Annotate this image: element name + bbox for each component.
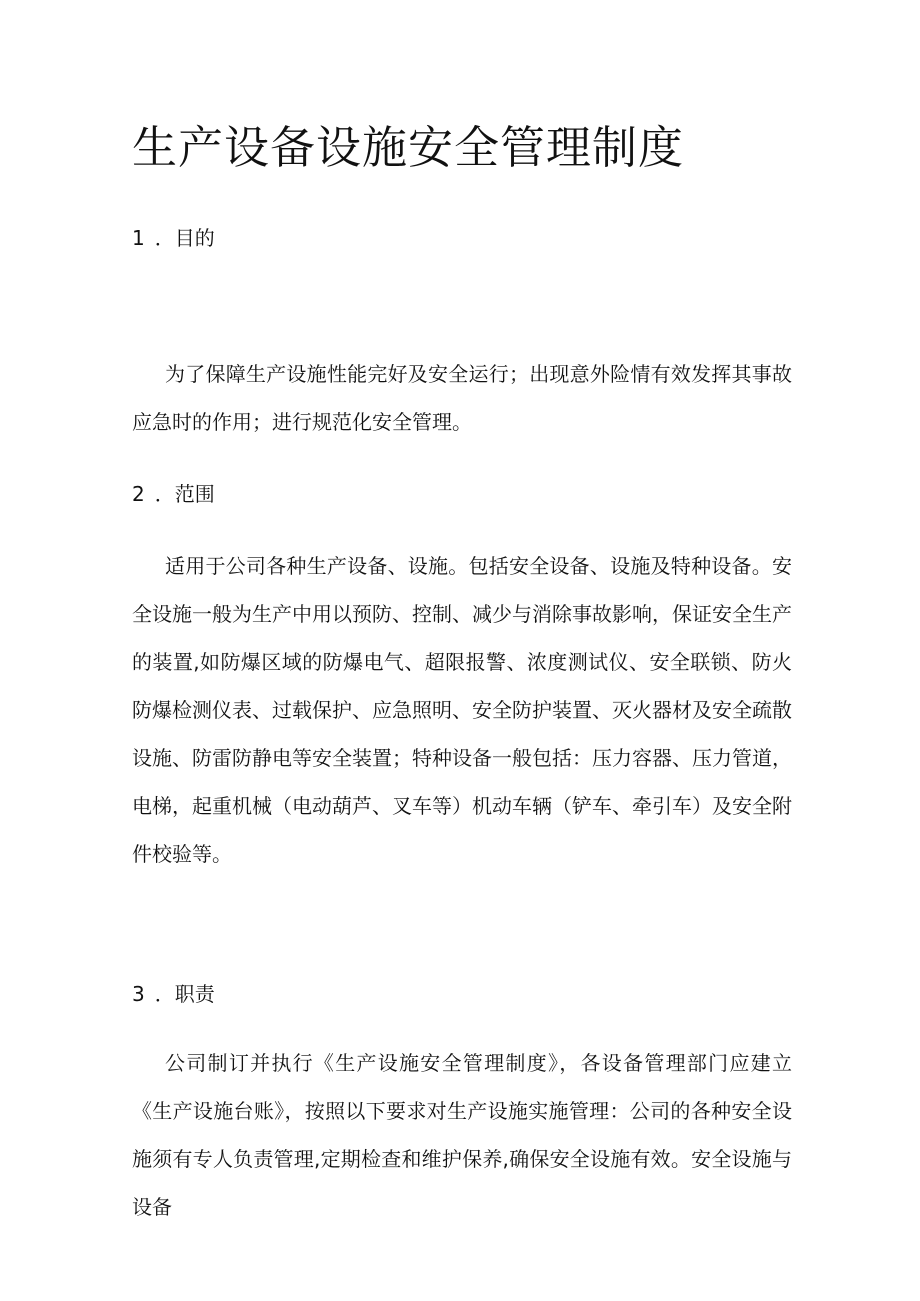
section-number: 2 [132, 482, 145, 506]
section-heading-text: ．职责 [154, 982, 215, 1006]
section-number: 1 [132, 226, 145, 250]
section-number: 3 [132, 982, 145, 1006]
section-body-responsibility: 公司制订并执行《生产设施安全管理制度》，各设备管理部门应建立《生产设施台账》，按照以下要求对生产设施实施管理：公司的各种安全设施须有专人负责管理,定期检查和维护保养,确保安全设施有效。安全设施与设备 [132, 1051, 792, 1219]
section-heading-scope [132, 480, 215, 508]
document-title: 生产设备设施安全管理制度 [132, 121, 685, 174]
section-heading-text: ．范围 [154, 482, 215, 506]
section-body-scope: 适用于公司各种生产设备、设施。包括安全设备、设施及特种设备。安全设施一般为生产中用以预防、控制、减少与消除事故影响，保证安全生产的装置,如防爆区域的防爆电气、超限报警、浓度测试仪、安全联锁、防火防爆检测仪表、过载保护、应急照明、安全防护装置、灭火器材及安全疏散设施、防雷防静电等安全装置；特种设备一般包括：压力容器、压力管道，电梯，起重机械（电动葫芦、叉车等）机动车辆（铲车、牵引车）及安全附件校验等。 [132, 554, 792, 866]
section-heading-responsibility [132, 980, 215, 1008]
section-heading-purpose [132, 224, 215, 252]
section-heading-text: ．目的 [154, 226, 215, 250]
section-body-purpose: 为了保障生产设施性能完好及安全运行；出现意外险情有效发挥其事故应急时的作用；进行规范化安全管理。 [132, 362, 792, 434]
